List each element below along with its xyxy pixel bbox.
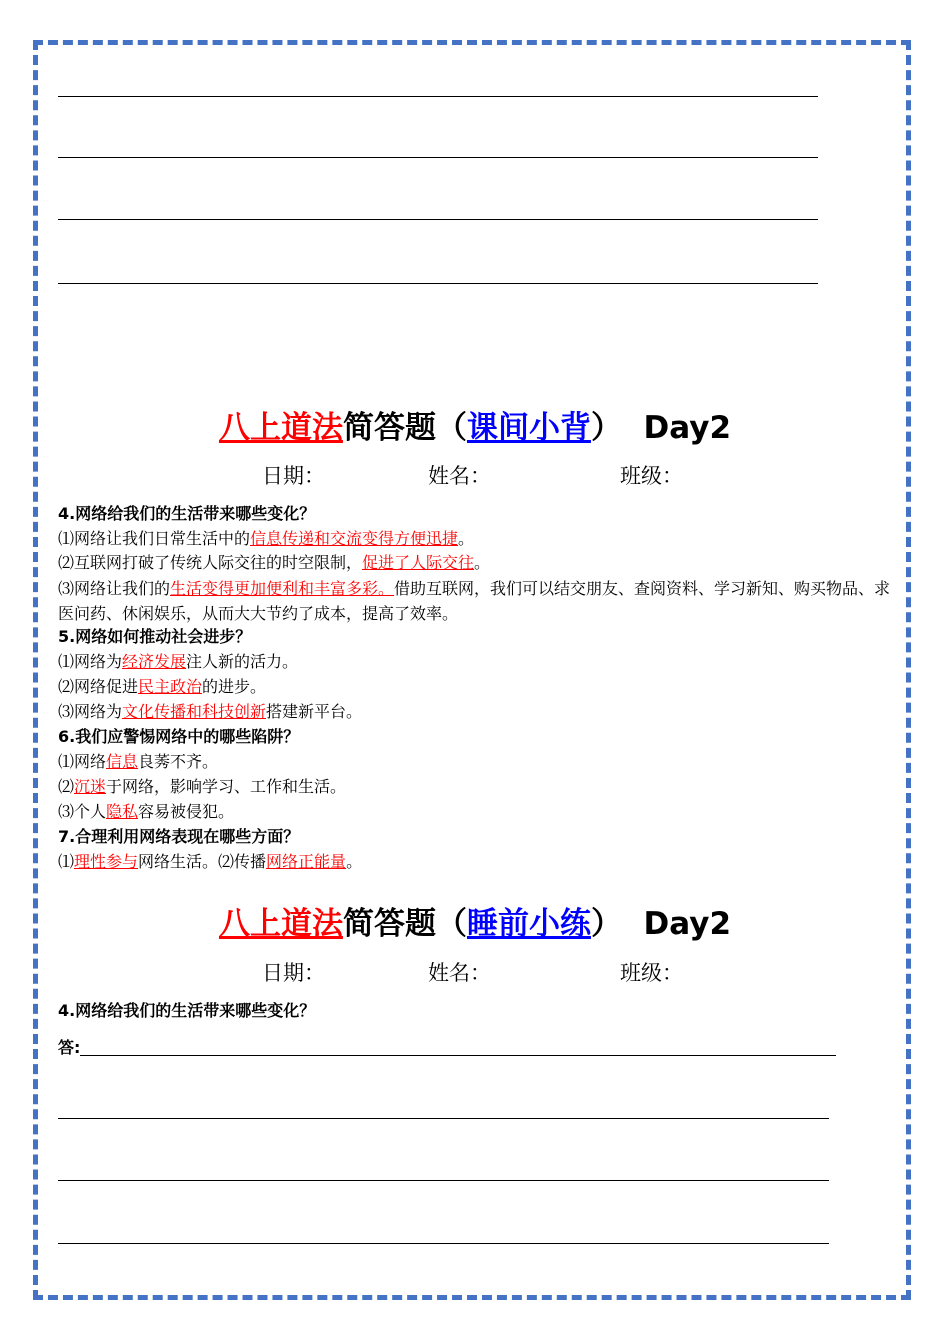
answer-text: 。 <box>458 529 475 548</box>
answer-line <box>58 750 218 774</box>
answer-text: 。 <box>346 852 363 871</box>
key-point: 理性参与 <box>74 852 139 871</box>
answer-line-blank[interactable] <box>58 1118 829 1119</box>
key-point: 文化传播和科技创新 <box>122 702 267 721</box>
date-label: 日期： <box>262 961 325 985</box>
answer-text: 借助互联网，我们可以结交朋友、查阅资料、学习新知、购买物品、求医问药、休闲娱乐，从而大大节约了成本，提高了效率。 <box>58 579 891 623</box>
key-point: 生活变得更加便利和丰富多彩。 <box>170 579 395 598</box>
writing-line <box>58 219 818 220</box>
answer-text: 注人新的活力。 <box>186 652 299 671</box>
answer-text: 搭建新平台。 <box>266 702 363 721</box>
question-5: 5.网络如何推动社会进步？ <box>58 627 252 646</box>
answer-line <box>58 527 474 551</box>
sheet2-title <box>0 904 950 944</box>
question-6: 6.我们应警惕网络中的哪些陷阱？ <box>58 727 300 746</box>
name-label: 姓名： <box>428 961 491 985</box>
key-point: 信息 <box>106 752 139 771</box>
writing-line <box>58 157 818 158</box>
answer-line <box>58 650 298 674</box>
title-day: Day2 <box>643 410 732 446</box>
answer-label: 答: <box>58 1038 81 1057</box>
answer-line <box>58 551 490 575</box>
answer-text: ⑶网络为 <box>58 702 123 721</box>
answer-text: ⑵互联网打破了传统人际交往的时空限制， <box>58 553 363 572</box>
key-point: 经济发展 <box>122 652 187 671</box>
answer-text: ⑶个人 <box>58 802 107 821</box>
answer-text: 网络生活。⑵传播 <box>138 852 267 871</box>
title-close: ） <box>590 410 622 446</box>
answer-text: 的进步。 <box>202 677 267 696</box>
date-label: 日期： <box>262 464 325 488</box>
title-mode: 课间小背 <box>466 410 591 446</box>
writing-line <box>58 283 818 284</box>
answer-text: 容易被侵犯。 <box>138 802 235 821</box>
key-point: 网络正能量 <box>266 852 347 871</box>
answer-text: ⑶网络让我们的 <box>58 579 171 598</box>
name-label: 姓名： <box>428 464 491 488</box>
title-close: ） <box>590 906 622 942</box>
answer-text: ⑴ <box>58 852 75 871</box>
answer-line-blank[interactable] <box>80 1055 836 1056</box>
answer-text: ⑴网络让我们日常生活中的 <box>58 529 251 548</box>
answer-text: 。 <box>474 553 491 572</box>
sheet1-title <box>0 408 950 448</box>
answer-paragraph <box>58 576 898 626</box>
title-day: Day2 <box>643 906 732 942</box>
key-point: 信息传递和交流变得方便迅捷 <box>250 529 459 548</box>
key-point: 沉迷 <box>74 777 107 796</box>
title-type: 简答题（ <box>342 410 467 446</box>
key-point: 隐私 <box>106 802 139 821</box>
writing-line <box>58 96 818 97</box>
question-7: 7.合理利用网络表现在哪些方面？ <box>58 827 300 846</box>
answer-text: 良莠不齐。 <box>138 752 219 771</box>
answer-text: ⑴网络为 <box>58 652 123 671</box>
answer-line <box>58 800 234 824</box>
title-subject: 八上道法 <box>218 906 343 942</box>
answer-line <box>58 775 346 799</box>
answer-line <box>58 700 362 724</box>
title-type: 简答题（ <box>342 906 467 942</box>
answer-text: ⑵网络促进 <box>58 677 139 696</box>
answer-text: ⑵ <box>58 777 75 796</box>
practice-question-4: 4.网络给我们的生活带来哪些变化？ <box>58 1001 316 1020</box>
answer-line-blank[interactable] <box>58 1180 829 1181</box>
answer-line <box>58 675 266 699</box>
key-point: 民主政治 <box>138 677 203 696</box>
answer-text: 于网络，影响学习、工作和生活。 <box>106 777 347 796</box>
title-subject: 八上道法 <box>218 410 343 446</box>
title-mode: 睡前小练 <box>466 906 591 942</box>
answer-line <box>58 850 362 874</box>
question-4: 4.网络给我们的生活带来哪些变化？ <box>58 504 316 523</box>
answer-text: ⑴网络 <box>58 752 107 771</box>
answer-line-blank[interactable] <box>58 1243 829 1244</box>
class-label: 班级： <box>620 464 683 488</box>
class-label: 班级： <box>620 961 683 985</box>
key-point: 促进了人际交往 <box>362 553 475 572</box>
